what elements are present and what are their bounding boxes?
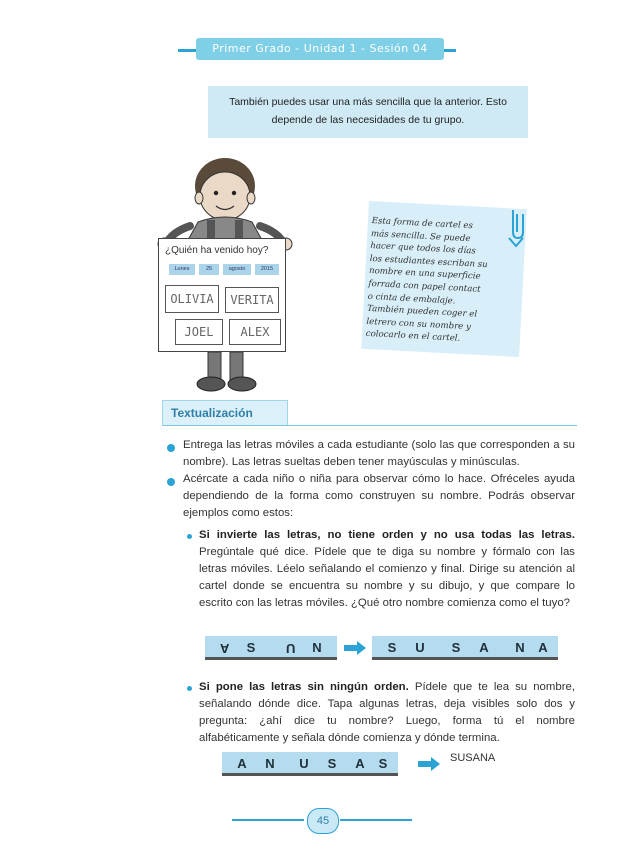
example-1-bold: Si invierte las letras, no tiene orden y no usa todas las letras. (199, 529, 575, 541)
section-title: Textualización (171, 406, 253, 420)
note-text (365, 215, 519, 349)
arrow-right-icon (344, 641, 366, 655)
intro-box (208, 86, 528, 138)
letter-tile: U (284, 752, 324, 776)
bullet-dot (167, 478, 175, 486)
example-2-text (199, 679, 575, 747)
letter-tile: U (400, 636, 440, 660)
sign-question: ¿Quién ha venido hoy? (165, 245, 269, 256)
sub-bullet-dot (187, 686, 192, 691)
example-1-body: Pregúntale qué dice. Pídele que te diga su nombre y fórmalo con las letras móviles. Léelo señalando el comienzo y final. Dirige su atención al cartel donde se encuentra su nombre y su dibujo, y que compare lo escrito con las letras móviles. ¿Qué otro nombre comienza como el tuyo? (199, 546, 575, 609)
page-number: 45 (307, 808, 339, 834)
bullet-dot (167, 444, 175, 452)
bullet-text-2: Acércate a cada niño o niña para observar cómo lo hace. Ofréceles ayuda dependiendo de la forma como construyen su nombre. Podrás observar ejemplos como estos: (183, 473, 575, 519)
letter-tile: A (205, 636, 245, 660)
letter-tile: A (528, 636, 558, 660)
paperclip-icon (505, 208, 527, 248)
note-line: o cinta de embalaje. (367, 291, 456, 307)
note-line: más sencilla. Se puede (370, 228, 471, 244)
letter-tile: S (372, 636, 412, 660)
section-rule (162, 425, 577, 426)
letter-tile: S (368, 752, 398, 776)
letter-tile: S (312, 752, 352, 776)
letter-tile: A (340, 752, 380, 776)
result-label: SUSANA (450, 752, 496, 764)
date-weekday: Lunes (169, 264, 195, 275)
footer-rule-left (232, 819, 304, 821)
name-card: OLIVIA (165, 285, 219, 313)
name-card: VERITA (225, 287, 279, 313)
date-day: 25 (199, 264, 219, 275)
date-month: agosto (223, 264, 251, 275)
note-line: nombre en una superficie (368, 266, 481, 283)
note-line: También pueden coger el (366, 304, 478, 320)
example-2-bold: Si pone las letras sin ningún orden. (199, 681, 409, 693)
bullet-text-1: Entrega las letras móviles a cada estudiante (solo las que corresponden a su nombre). Las letras sueltas deben tener mayúsculas y minúsculas. (183, 439, 575, 468)
arrow-right-icon (418, 757, 440, 771)
header-banner (196, 38, 444, 60)
intro-line-1: También puedes usar una más sencilla que la anterior. Esto (229, 96, 507, 108)
name-card: JOEL (175, 319, 223, 345)
example-2-body: Pídele que te lea su nombre, señalando dónde dice. Tapa algunas letras, deja visibles solo dos y pregunta: ¿ahí dice tu nombre? Luego, forma tú el nombre alfabéticamente y señala dónde comienza y dónde termina. (199, 681, 575, 744)
note-line: Esta forma de cartel es (371, 215, 474, 232)
note-line: forrada con papel contact (368, 278, 481, 295)
footer-rule-right (340, 819, 412, 821)
header-title: Primer Grado - Unidad 1 - Sesión 04 (212, 42, 428, 55)
letter-tile: S (436, 636, 476, 660)
header-rule-left (178, 49, 196, 52)
intro-line-2: depende de las necesidades de tu grupo. (271, 114, 465, 126)
note-line: letrero con su nombre y (366, 316, 472, 333)
example-1-text (199, 527, 575, 612)
note-line: colocarlo en el cartel. (365, 329, 461, 345)
note-line: hacer que todos los días (370, 241, 477, 257)
name-card: ALEX (229, 319, 281, 345)
letter-tile: A (464, 636, 504, 660)
letter-tile: S (231, 636, 271, 660)
letter-tile: A (222, 752, 262, 776)
letter-tile: N (297, 636, 337, 660)
letter-tile: N (500, 636, 540, 660)
sub-bullet-dot (187, 534, 192, 539)
date-year: 2015 (255, 264, 279, 275)
note-line: los estudiantes escriban su (369, 253, 488, 270)
attendance-sign (158, 238, 286, 352)
header-rule-right (444, 49, 456, 52)
letter-tile: N (250, 752, 290, 776)
letter-tile: U (271, 636, 311, 660)
